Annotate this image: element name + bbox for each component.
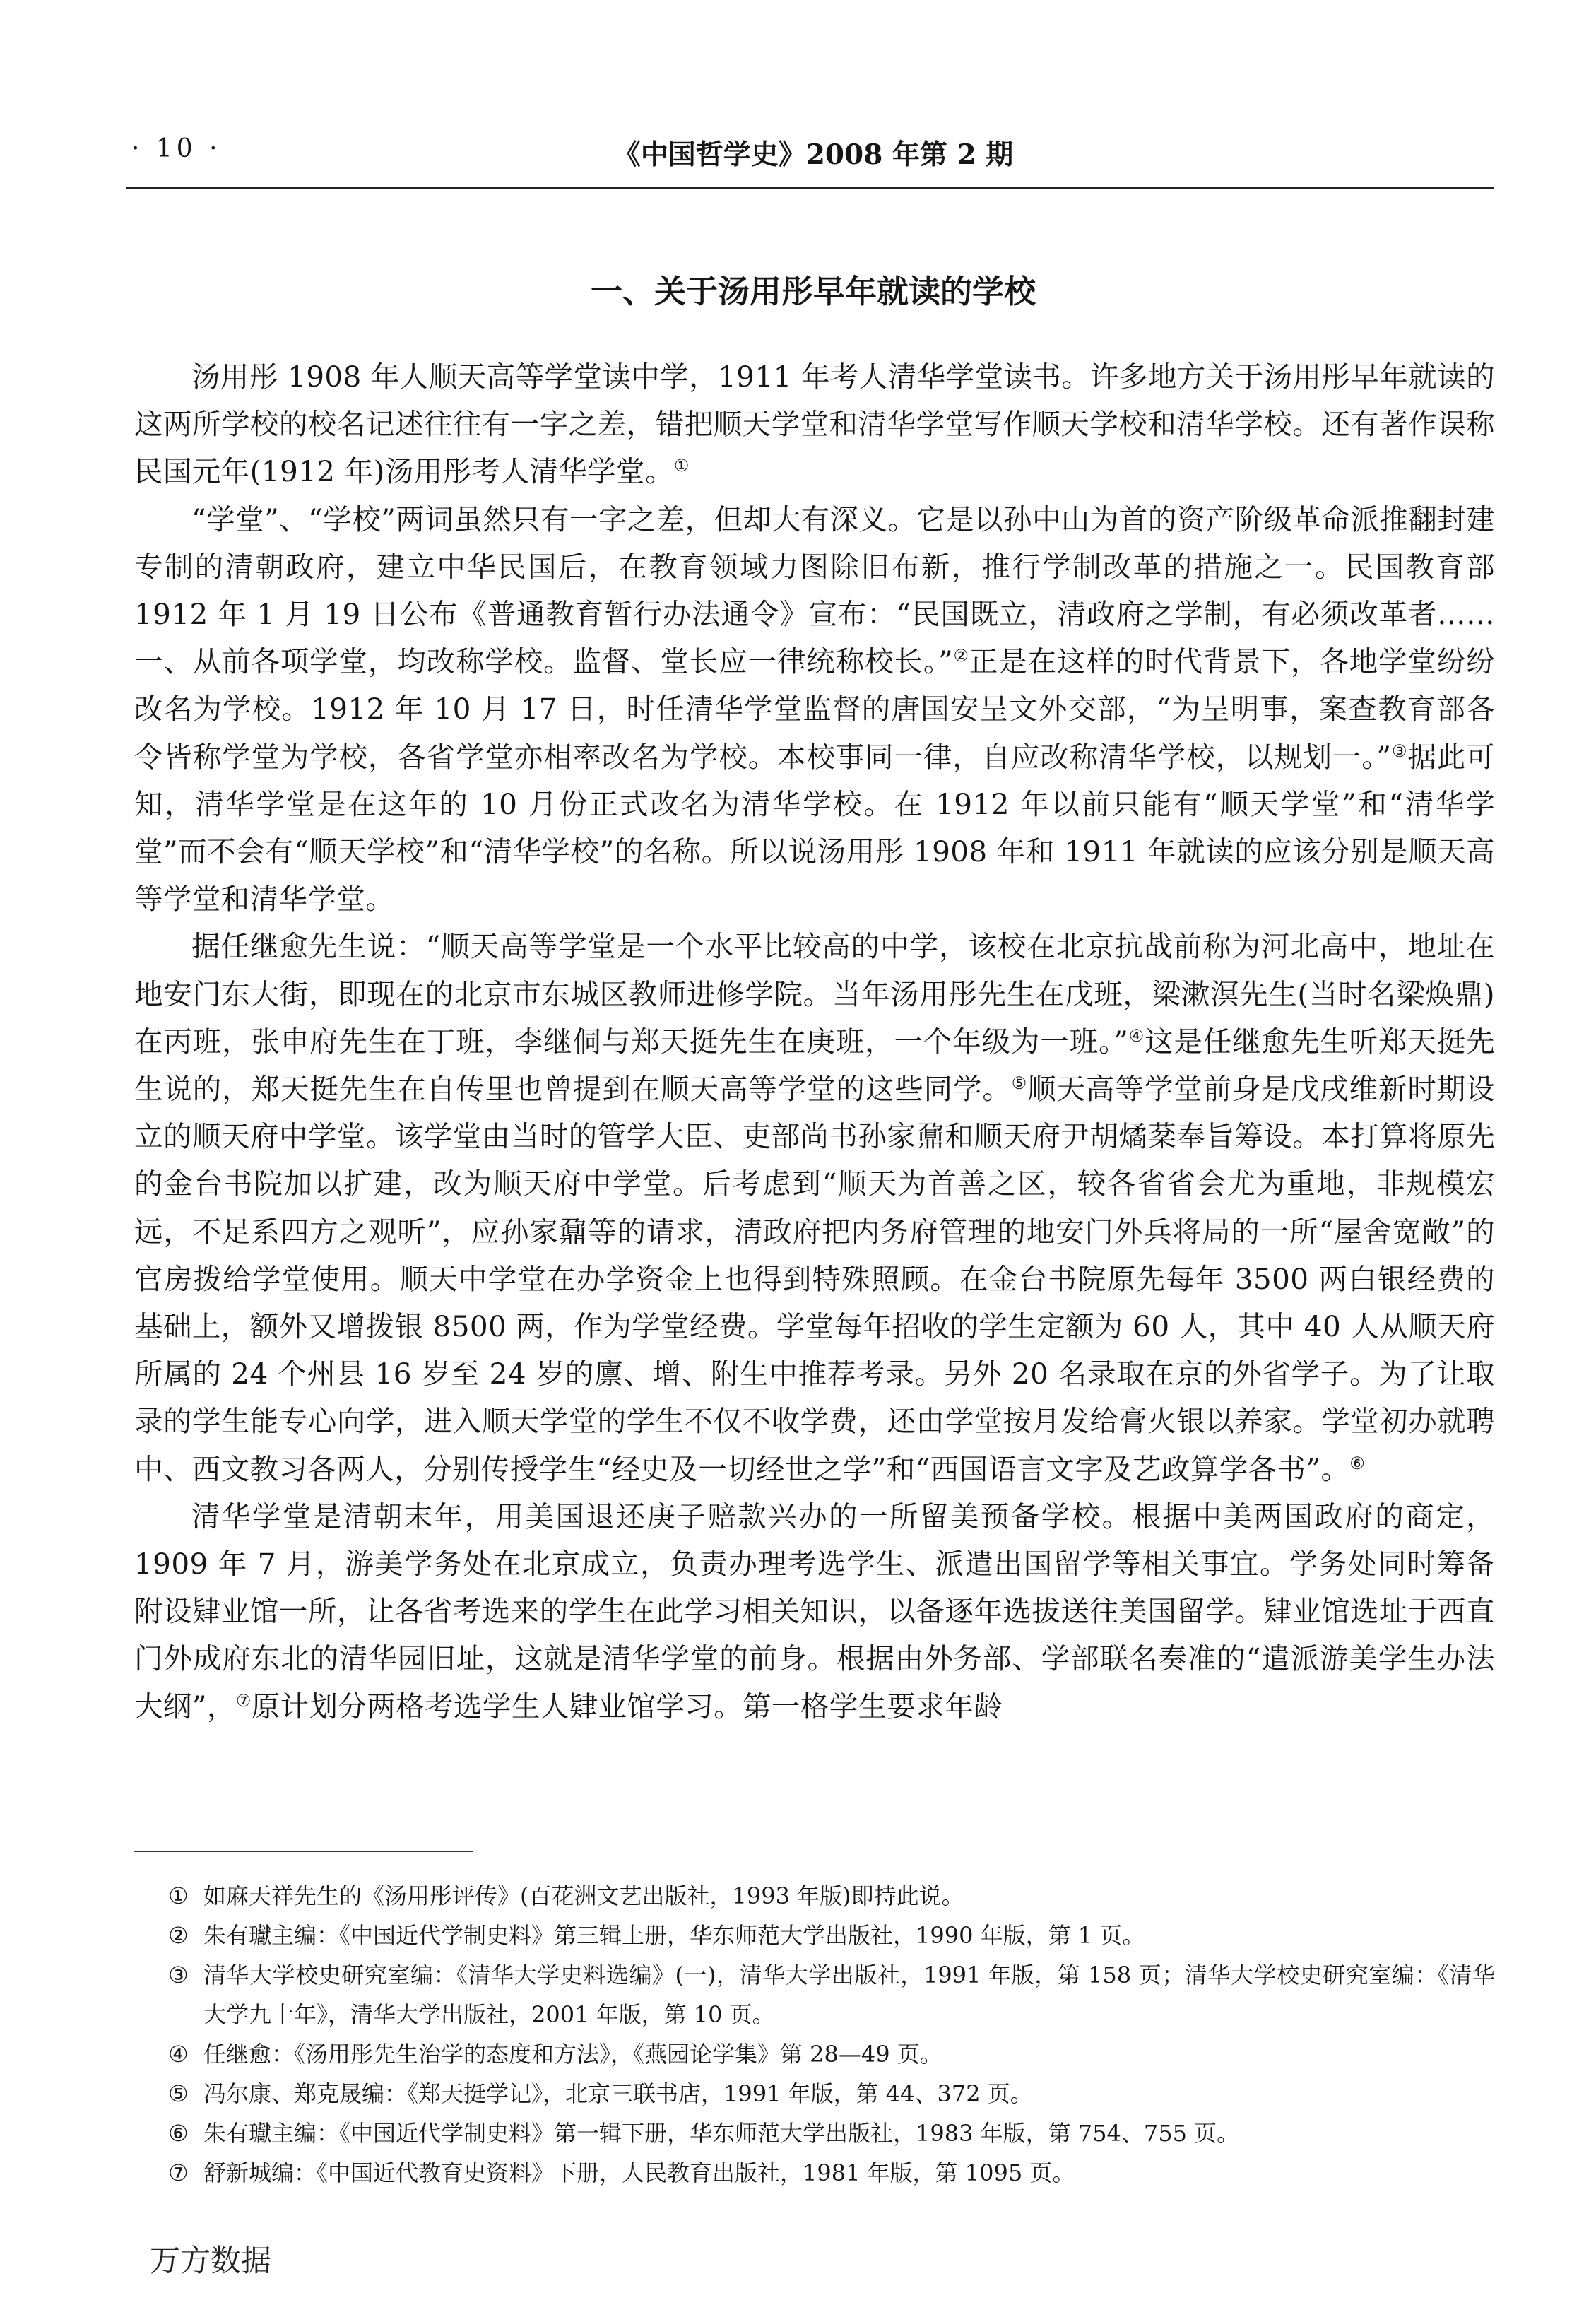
- paragraph-text: 顺天高等学堂前身是戊戌维新时期设立的顺天府中学堂。该学堂由当时的管学大臣、吏部尚书孙家鼐和顺天府尹胡燏棻奉旨筹设。本打算将原先的金台书院加以扩建，改为顺天府中学堂。后考虑到“顺天为首善之区，较各省省会尤为重地，非规模宏远，不足系四方之观听”，应孙家鼐等的请求，清政府把内务府管理的地安门外兵将局的一所“屋舍宽敞”的官房拨给学堂使用。顺天中学堂在办学资金上也得到特殊照顾。在金台书院原先每年 3500 两白银经费的基础上，额外又增拨银 8500 两，作为学堂经费。学堂每年招收的学生定额为 60 人，其中 40 人从顺天府所属的 24 个州县 16 岁至 24 岁的廪、增、附生中推荐考录。另外 20 名录取在京的外省学子。为了让取录的学生能专心向学，进入顺天学堂的学生不仅不收学费，还由学堂按月发给膏火银以养家。学堂初办就聘中、西文教习各两人，分别传授学生“经史及一切经世之学”和“西国语言文字及艺政算学各书”。: [134, 1072, 1496, 1486]
- paragraph-text: 据此可知，清华学堂是在这年的 10 月份正式改名为清华学校。在 1912 年以前只能有“顺天学堂”和“清华学堂”而不会有“顺天学校”和“清华学校”的名称。所以说汤用彤 1908 年和 1911 年就读的应该分别是顺天高等学堂和清华学堂。: [134, 739, 1496, 916]
- footnote-item: [134, 1955, 1495, 2034]
- body-paragraph: [134, 1493, 1495, 1731]
- paragraph-text: 汤用彤 1908 年人顺天高等学堂读中学，1911 年考人清华学堂读书。许多地方关于汤用彤早年就读的这两所学校的校名记述往往有一字之差，错把顺天学堂和清华学堂写作顺天学校和清华学校。还有著作误称民国元年(1912 年)汤用彤考人清华学堂。: [134, 360, 1495, 489]
- page-number: · 10 ·: [131, 134, 222, 163]
- footnote-mark: ①: [168, 1882, 189, 1909]
- footnote-item: [134, 1876, 1495, 1916]
- footnote-item: [134, 1916, 1495, 1955]
- footnote-item: [134, 2034, 1495, 2074]
- watermark-text: 万方数据: [150, 2244, 271, 2279]
- footnote-mark: ④: [168, 2041, 189, 2068]
- footnote-text: 如麻天祥先生的《汤用彤评传》(百花洲文艺出版社，1993 年版)即持此说。: [203, 1882, 964, 1909]
- footnote-item: [134, 2153, 1495, 2193]
- paragraph-text: 据任继愈先生说：“顺天高等学堂是一个水平比较高的中学，该校在北京抗战前称为河北高中，地址在地安门东大街，即现在的北京市东城区教师进修学院。当年汤用彤先生在戊班，梁漱溟先生(当时名梁焕鼎)在丙班，张申府先生在丁班，李继侗与郑天挺先生在庚班，一个年级为一班。”: [134, 929, 1495, 1059]
- footnote-text: 舒新城编：《中国近代教育史资料》下册，人民教育出版社，1981 年版，第 1095 页。: [203, 2159, 1075, 2186]
- journal-title: 《中国哲学史》2008 年第 2 期: [613, 138, 1014, 171]
- paragraph-text: 原计划分两格考选学生人肄业馆学习。第一格学生要求年龄: [251, 1689, 1003, 1723]
- footnote-reference[interactable]: ①: [673, 456, 690, 476]
- footnote-mark: ⑦: [168, 2159, 189, 2186]
- footnote-reference[interactable]: ⑦: [235, 1690, 252, 1711]
- footnote-reference[interactable]: ③: [1391, 741, 1408, 761]
- body-paragraph: [134, 923, 1495, 1492]
- footnotes: [134, 1876, 1495, 2193]
- paragraph-text: 清华学堂是清朝末年，用美国退还庚子赔款兴办的一所留美预备学校。根据中美两国政府的商定，1909 年 7 月，游美学务处在北京成立，负责办理考选学生、派遣出国留学等相关事宜。学务处同时筹备附设肄业馆一所，让各省考选来的学生在此学习相关知识，以备逐年选拔送往美国留学。肄业馆选址于西直门外成府东北的清华园旧址，这就是清华学堂的前身。根据由外务部、学部联名奏准的“遣派游美学生办法大纲”，: [134, 1499, 1495, 1723]
- footnote-text: 冯尔康、郑克晟编：《郑天挺学记》，北京三联书店，1991 年版，第 44、372 页。: [203, 2080, 1033, 2107]
- running-header: [131, 133, 1495, 189]
- footnote-text: 任继愈：《汤用彤先生治学的态度和方法》，《燕园论学集》第 28—49 页。: [203, 2041, 942, 2068]
- footnote-mark: ②: [168, 1922, 189, 1949]
- footnote-item: [134, 2113, 1495, 2153]
- body-paragraph: [134, 496, 1495, 924]
- footnote-mark: ⑤: [168, 2080, 189, 2107]
- footnote-reference[interactable]: ②: [953, 646, 969, 666]
- article-body: [134, 353, 1495, 1731]
- footnote-text: 朱有瓛主编：《中国近代学制史料》第一辑下册，华东师范大学出版社，1983 年版，第 754、755 页。: [203, 2120, 1240, 2147]
- footnote-reference[interactable]: ⑤: [1011, 1073, 1028, 1094]
- footnote-reference[interactable]: ④: [1128, 1025, 1145, 1046]
- body-paragraph: [134, 353, 1495, 496]
- paragraph-text: “学堂”、“学校”两词虽然只有一字之差，但却大有深义。它是以孙中山为首的资产阶级革命派推翻封建专制的清朝政府，建立中华民国后，在教育领域力图除旧布新，推行学制改革的措施之一。民国教育部 1912 年 1 月 19 日公布《普通教育暂行办法通令》宣布：“民国既立，清政府之学制，有必须改革者……一、从前各项学堂，均改称学校。监督、堂长应一律统称校长。”: [134, 502, 1495, 679]
- footnote-mark: ⑥: [168, 2120, 189, 2147]
- footnote-text: 清华大学校史研究室编：《清华大学史料选编》(一)，清华大学出版社，1991 年版，第 158 页；清华大学校史研究室编：《清华大学九十年》，清华大学出版社，2001 年版，第 10 页。: [203, 1962, 1495, 2028]
- footnote-mark: ③: [168, 1962, 189, 1988]
- footnote-text: 朱有瓛主编：《中国近代学制史料》第三辑上册，华东师范大学出版社，1990 年版，第 1 页。: [203, 1922, 1145, 1949]
- header-rule: [126, 187, 1494, 189]
- footnote-item: [134, 2074, 1495, 2113]
- paragraph-text: 这是任继愈先生听郑天挺先生说的，郑天挺先生在自传里也曾提到在顺天高等学堂的这些同学。: [134, 1024, 1495, 1107]
- paragraph-text: 正是在这样的时代背景下，各地学堂纷纷改名为学校。1912 年 10 月 17 日，时任清华学堂监督的唐国安呈文外交部，“为呈明事，案查教育部各令皆称学堂为学校，各省学堂亦相率改名为学校。本校事同一律，自应改称清华学校，以规划一。”: [134, 644, 1495, 774]
- footnote-divider: [134, 1851, 473, 1852]
- footnote-reference[interactable]: ⑥: [1349, 1453, 1366, 1473]
- section-heading: 一、关于汤用彤早年就读的学校: [590, 273, 1036, 310]
